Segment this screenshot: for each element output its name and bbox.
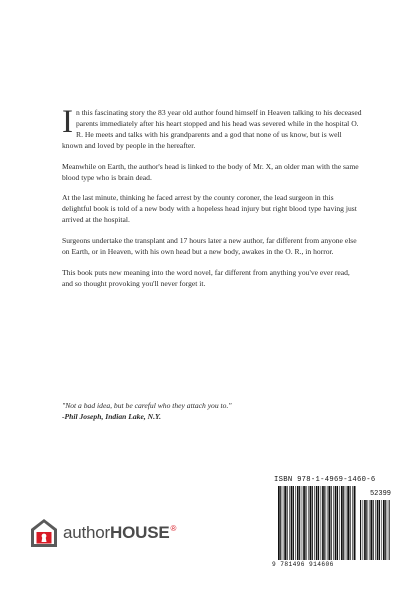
- barcode-bar: [350, 486, 351, 560]
- barcode-bar: [369, 500, 370, 560]
- blurb-paragraph-1-text: n this fascinating story the 83 year old author found himself in Heaven talking to his deceased parents immediately after his heart stopped and his head was severed while in the hospital O. R. He meets and talks with his grandparents and a god that none of us know, but is well known and loved by people in the hereafter.: [62, 108, 362, 150]
- barcode-bar: [360, 500, 361, 560]
- price-code: 52399: [369, 490, 391, 498]
- barcode-bar: [366, 500, 367, 560]
- barcode-bar: [314, 486, 315, 560]
- barcode-bar: [302, 486, 303, 560]
- barcode-bar: [321, 486, 322, 560]
- blurb-paragraph-5: This book puts new meaning into the word novel, far different from anything you've ever read, and so thought provoking you'll never forget it.: [62, 267, 350, 288]
- barcode-bar: [280, 486, 281, 560]
- blurb-paragraph-4: Surgeons undertake the transplant and 17 hours later a new author, far different from anyone else on Earth, or in Heaven, with his own head but a new body, awakes in the O. R., in horror.: [62, 236, 357, 257]
- barcode-bar: [375, 500, 376, 560]
- barcode-bar: [352, 486, 353, 560]
- isbn-text: ISBN 978-1-4969-1460-6: [274, 476, 376, 484]
- barcode-bar: [328, 486, 330, 560]
- barcode-bar: [331, 486, 332, 560]
- publisher-name-part1: author: [63, 523, 111, 542]
- barcode-bar: [333, 486, 334, 560]
- barcode-bar: [343, 486, 344, 560]
- barcode-bar: [291, 486, 293, 560]
- barcode-bar: [308, 486, 309, 560]
- barcode-bar: [377, 500, 379, 560]
- blurb-paragraph-3: At the last minute, thinking he faced arrest by the county coroner, the lead surgeon in this delightful book is told of a new body with a hopeless head injury but right blood type having just arrived at the hospital.: [62, 193, 357, 225]
- addon-barcode: [360, 500, 390, 560]
- barcode-bar: [379, 500, 380, 560]
- barcode-bar: [364, 500, 366, 560]
- publisher-name: [63, 523, 176, 543]
- testimonial-quote: "Not a bad idea, but be careful who they attach you to.": [62, 401, 232, 410]
- barcode-bar: [299, 486, 300, 560]
- barcode-bar: [318, 486, 319, 560]
- blurb-paragraph-1: [62, 104, 362, 152]
- barcode-bar: [295, 486, 296, 560]
- barcode-bar: [383, 500, 385, 560]
- barcode-bar: [370, 500, 372, 560]
- barcode-bar: [324, 486, 325, 560]
- barcode-bar: [284, 486, 286, 560]
- testimonial-attribution: -Phil Joseph, Indian Lake, N.Y.: [62, 412, 162, 421]
- publisher-name-part2: HOUSE: [110, 523, 170, 542]
- house-keyhole-icon: [30, 518, 58, 548]
- barcode-bar: [337, 486, 338, 560]
- blurb-paragraph-2: Meanwhile on Earth, the author's head is linked to the body of Mr. X, an older man with the same blood type who is brain dead.: [62, 161, 359, 182]
- barcode-bar: [312, 486, 313, 560]
- barcode-bar: [278, 486, 280, 560]
- barcode-bar: [283, 486, 284, 560]
- barcode-bar: [339, 486, 340, 560]
- publisher-logo: [30, 518, 176, 548]
- barcode-bar: [363, 500, 364, 560]
- barcode-bar: [287, 486, 288, 560]
- barcode-bar: [373, 500, 374, 560]
- drop-cap: I: [62, 104, 73, 140]
- barcode-bar: [385, 500, 386, 560]
- barcode-bar: [335, 486, 337, 560]
- barcode-bar: [354, 486, 356, 560]
- barcode-bar: [289, 486, 290, 560]
- ean-barcode: [278, 486, 356, 560]
- barcode-bar: [327, 486, 328, 560]
- barcode-bar: [381, 500, 382, 560]
- barcode-bar: [305, 486, 306, 560]
- barcode-bar: [297, 486, 299, 560]
- barcode-digits: 9 781496 914606: [272, 561, 334, 568]
- barcode-bar: [389, 500, 390, 560]
- barcode-bar: [346, 486, 347, 560]
- barcode-bar: [388, 500, 389, 560]
- barcode-area: [270, 473, 393, 573]
- blurb-text: [62, 104, 362, 300]
- barcode-bar: [310, 486, 312, 560]
- barcode-bar: [322, 486, 324, 560]
- testimonial: [62, 400, 362, 422]
- barcode-bar: [303, 486, 305, 560]
- barcode-bar: [316, 486, 318, 560]
- barcode-bar: [293, 486, 294, 560]
- barcode-bar: [347, 486, 349, 560]
- barcode-bar: [341, 486, 343, 560]
- registered-mark: ®: [170, 524, 177, 534]
